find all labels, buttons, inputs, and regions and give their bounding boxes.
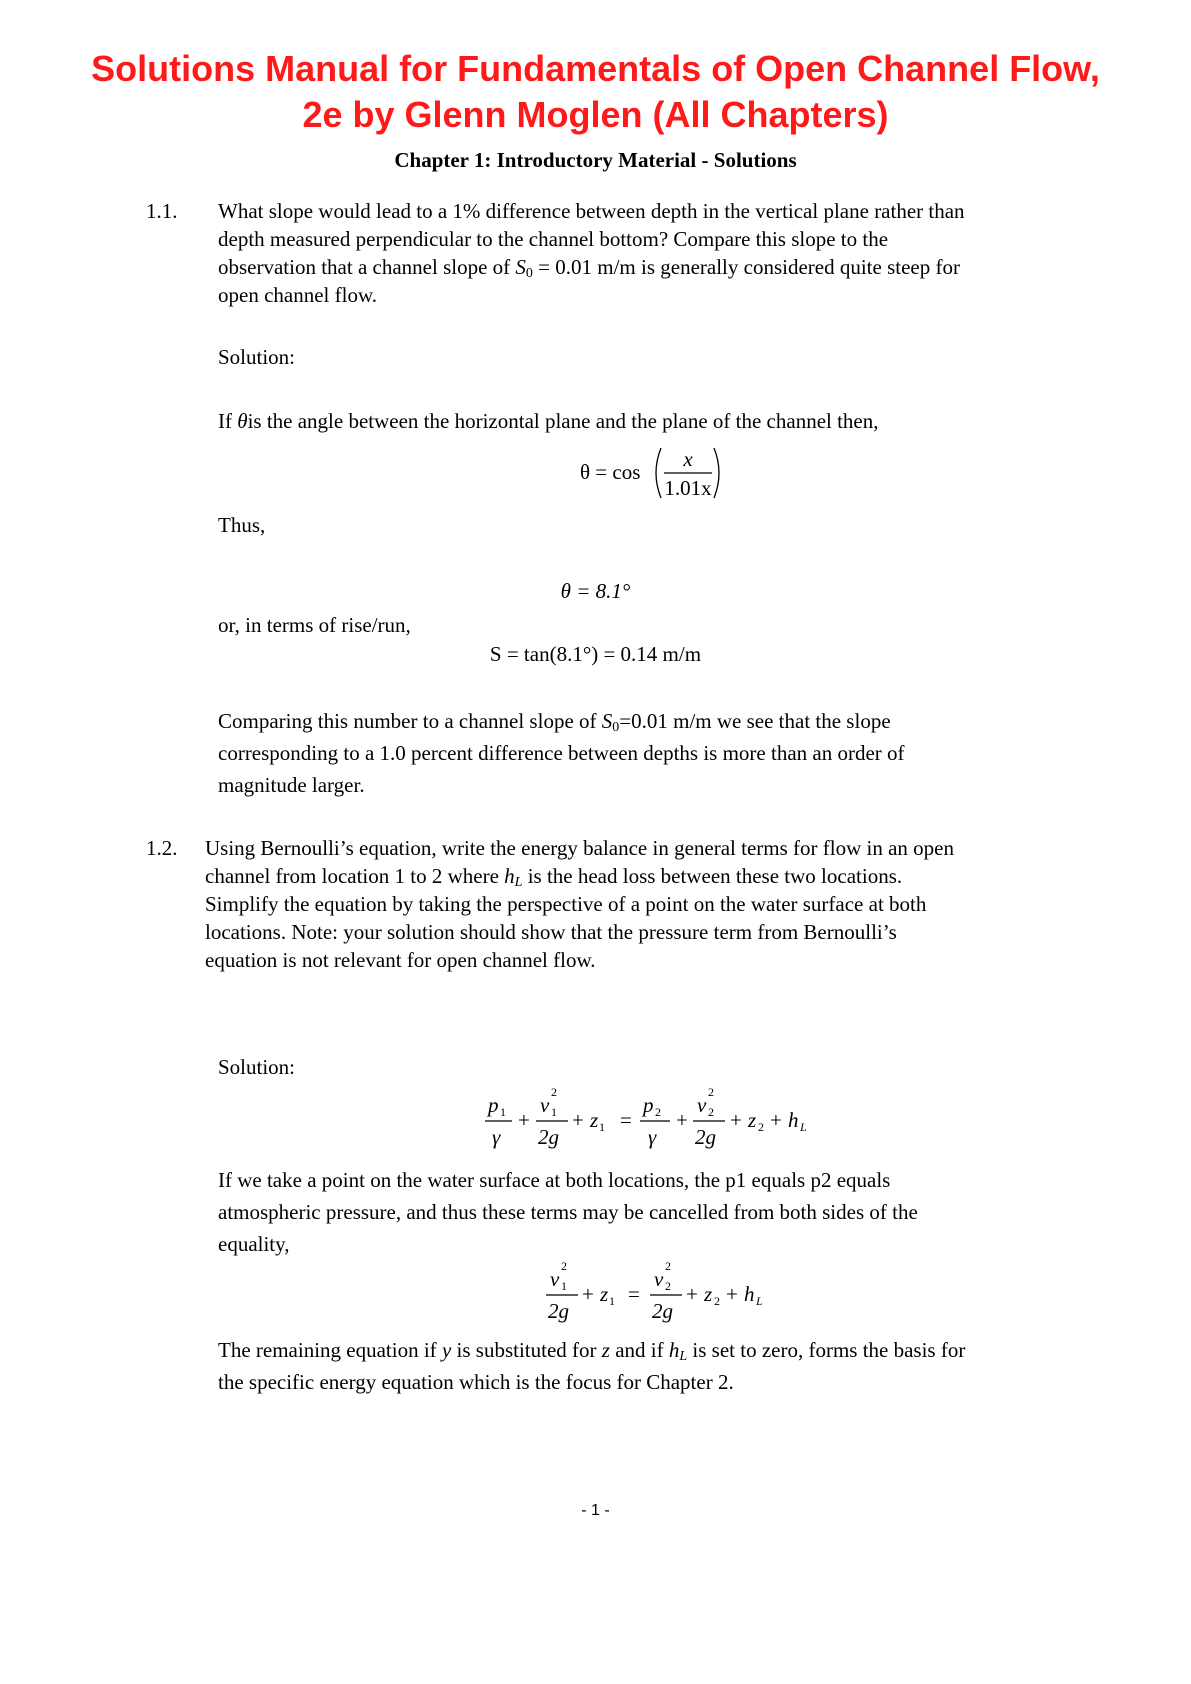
es-plus-3: + (726, 1282, 738, 1306)
remaining-1d: is set to zero, forms the basis for (687, 1338, 966, 1362)
problem-number-1-1: 1.1. (146, 199, 178, 223)
q1-line-1: What slope would lead to a 1% difference between depth in the vertical plane rather than (218, 199, 965, 223)
es-plus-2: + (686, 1282, 698, 1306)
es-2g-1: 2g (548, 1299, 569, 1323)
es-h-sub: L (756, 1294, 763, 1308)
q2-line-2a: channel from location 1 to 2 where (205, 864, 505, 888)
rise-run-label (218, 611, 411, 639)
equation-simplified (538, 1254, 778, 1326)
eb-v2-sq: 2 (708, 1085, 714, 1099)
eb-gamma-2: γ (648, 1125, 657, 1149)
eb-v1-sub: 1 (551, 1105, 557, 1119)
es-equals: = (628, 1282, 640, 1306)
problem-number-1-2: 1.2. (146, 836, 178, 860)
es-v2-sq: 2 (665, 1259, 671, 1273)
thus-label: Thus, (218, 513, 266, 537)
headloss-symbol: h (504, 864, 515, 888)
es-v2-sub: 2 (665, 1279, 671, 1293)
eb-h-sub: L (800, 1120, 807, 1134)
banner-title-line-2: 2e by Glenn Moglen (All Chapters) (302, 94, 889, 135)
remaining-h-subscript: L (679, 1349, 688, 1364)
compare-line-2: corresponding to a 1.0 percent difference between depths is more than an order of (218, 741, 905, 765)
remaining-1c: and if (609, 1338, 669, 1362)
q1-line-4: open channel flow. (218, 283, 377, 307)
q2-line-2 (205, 862, 1135, 890)
compare-slope-subscript: 0 (612, 720, 620, 735)
remaining-1a: The remaining equation if (218, 1338, 442, 1362)
surface-paragraph (218, 1164, 1118, 1260)
es-2g-2: 2g (652, 1299, 673, 1323)
q1-line-3b: = 0.01 m/m is generally considered quite steep for (532, 255, 960, 279)
headloss-subscript: L (514, 875, 523, 890)
remaining-line-2: the specific energy equation which is the focus for Chapter 2. (218, 1370, 734, 1394)
es-v1-sq: 2 (561, 1259, 567, 1273)
eb-h: h (788, 1108, 799, 1132)
compare-slope-symbol: S (601, 709, 613, 733)
eq1-numerator: x (683, 447, 693, 471)
remaining-h-symbol: h (668, 1338, 680, 1362)
q1-line-2: depth measured perpendicular to the channel bottom? Compare this slope to the (218, 227, 889, 251)
es-v1: v (550, 1267, 560, 1291)
es-z1: z (600, 1282, 609, 1306)
q1-line-3a: observation that a channel slope of (218, 255, 516, 279)
solution-label-1-1: Solution: (218, 345, 296, 369)
eq2-text: θ = 8.1° (560, 579, 631, 603)
eb-2g-2: 2g (695, 1125, 716, 1149)
eq3-text: S = tan(8.1°) = 0.14 m/m (489, 642, 702, 666)
problem-1-1-question (218, 197, 1118, 309)
slope-symbol: S (515, 255, 526, 279)
compare-line-1a: Comparing this number to a channel slope of (218, 709, 602, 733)
eb-plus-1: + (518, 1108, 530, 1132)
q1-line-3 (218, 253, 1118, 281)
remaining-z-symbol: z (601, 1338, 610, 1362)
remaining-1b: is substituted for (451, 1338, 602, 1362)
eb-v1-sq: 2 (551, 1085, 557, 1099)
problem-1-2-question (205, 834, 1135, 974)
q2-line-4: locations. Note: your solution should show that the pressure term from Bernoulli’s (205, 920, 897, 944)
angle-intro-a: If (218, 409, 238, 433)
eq1-denominator: 1.01x (664, 476, 712, 500)
es-v1-sub: 1 (561, 1279, 567, 1293)
eb-p2: p (643, 1093, 654, 1117)
compare-line-1b: =0.01 m/m we see that the slope (619, 709, 891, 733)
page-number: - 1 - (581, 1502, 610, 1519)
eq1-left-paren (656, 448, 661, 498)
eb-plus-5: + (770, 1108, 782, 1132)
q2-line-2b: is the head loss between these two locations. (522, 864, 903, 888)
eb-v2: v (697, 1093, 707, 1117)
eq1-right-paren (714, 448, 719, 498)
rise-run-a: or, in terms of rise/run (218, 613, 406, 637)
equation-theta-cos (560, 440, 740, 506)
compare-line-1 (218, 705, 1118, 737)
q2-line-1: Using Bernoulli’s equation, write the energy balance in general terms for flow in an open (205, 836, 954, 860)
equation-theta-value (0, 579, 1191, 604)
es-z1-sub: 1 (609, 1294, 615, 1308)
eb-z1-sub: 1 (599, 1120, 605, 1134)
eb-p2-sub: 2 (655, 1105, 661, 1119)
eb-plus-3: + (676, 1108, 688, 1132)
eb-z2: z (748, 1108, 757, 1132)
compare-line-3: magnitude larger. (218, 773, 365, 797)
comparison-paragraph (218, 705, 1118, 801)
eb-plus-4: + (730, 1108, 742, 1132)
es-z2: z (704, 1282, 713, 1306)
es-plus-1: + (582, 1282, 594, 1306)
slope-subscript: 0 (525, 266, 533, 281)
surface-line-3: equality, (218, 1232, 290, 1256)
equation-slope (0, 642, 1191, 667)
angle-intro (218, 407, 1118, 435)
eb-equals: = (620, 1108, 632, 1132)
eq1-lhs: θ = cos (580, 460, 641, 484)
eb-v2-sub: 2 (708, 1105, 714, 1119)
q2-line-5: equation is not relevant for open channel flow. (205, 948, 596, 972)
surface-line-1: If we take a point on the water surface at both locations, the p1 equals p2 equals (218, 1168, 891, 1192)
chapter-title: Chapter 1: Introductory Material - Solutions (394, 148, 797, 172)
surface-line-2: atmospheric pressure, and thus these terms may be cancelled from both sides of the (218, 1200, 918, 1224)
eb-2g-1: 2g (538, 1125, 559, 1149)
eb-z1: z (590, 1108, 599, 1132)
remaining-y-symbol: y (441, 1338, 452, 1362)
es-v2: v (654, 1267, 664, 1291)
theta-symbol: θ (237, 409, 248, 433)
remaining-line-1 (218, 1334, 1118, 1366)
es-h: h (744, 1282, 755, 1306)
eb-gamma-1: γ (492, 1125, 501, 1149)
es-z2-sub: 2 (714, 1294, 720, 1308)
equation-bernoulli (480, 1080, 840, 1152)
angle-intro-b: is the angle between the horizontal plane and the plane of the channel then, (247, 409, 879, 433)
eb-p1: p (488, 1093, 499, 1117)
eb-z2-sub: 2 (758, 1120, 764, 1134)
eb-plus-2: + (572, 1108, 584, 1132)
solution-label-1-2: Solution: (218, 1055, 296, 1079)
banner-title-line-1: Solutions Manual for Fundamentals of Open Channel Flow, (91, 48, 1100, 89)
remaining-paragraph (218, 1334, 1118, 1398)
q2-line-3: Simplify the equation by taking the perspective of a point on the water surface at both (205, 892, 927, 916)
eb-v1: v (540, 1093, 550, 1117)
eb-p1-sub: 1 (500, 1105, 506, 1119)
rise-run-b: , (405, 613, 411, 637)
